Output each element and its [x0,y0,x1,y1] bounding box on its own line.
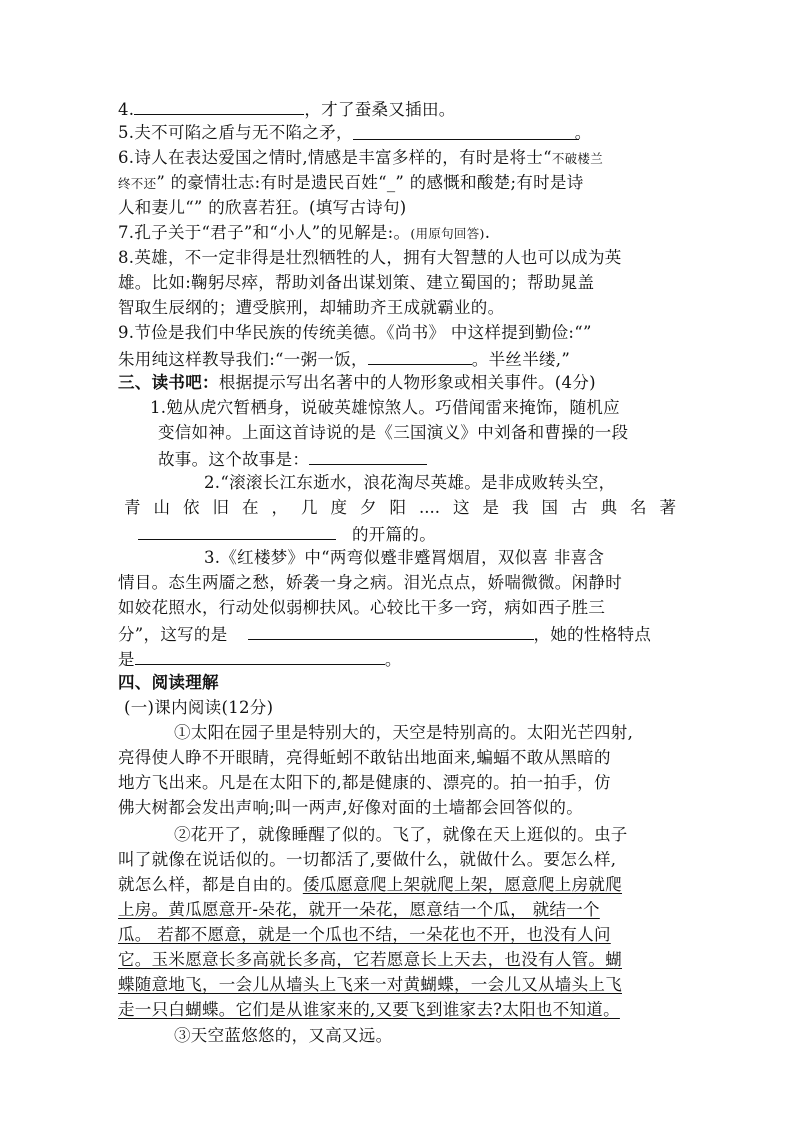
q5-end: 。 [574,123,592,142]
p2-underlined-text-5: 蝶随意地飞，一会儿从墙头上飞来一对黄蝴蝶，一会儿又从墙头上飞 [118,975,622,994]
p1-line-2 [118,746,688,770]
s3-q1-line-1 [150,396,688,420]
q6-text-3: 人和妻儿“” 的欣喜若狂。(填写古诗句) [118,198,407,217]
q5-answer-blank[interactable] [353,121,592,142]
p2-text-1: ②花开了，就像睡醒了似的。飞了，就像在天上逛似的。虫子 [174,825,628,844]
s3-q3-text-1: 3.《红楼梦》中“两弯似蹙非蹙罥烟眉，双似喜 非喜含 [204,548,605,567]
q7-note: (用原句回答) [410,226,485,241]
p1-text-4: 佛大树都会发出声响;叫一两声,好像对面的土墙都会回答似的。 [118,798,584,817]
question-6-line-2 [118,171,688,196]
section-3-header [118,371,688,395]
p2-line-2 [118,848,688,872]
q7-text: 7.孔子关于“君子”和“小人”的见解是:。 [118,223,411,242]
question-7 [118,221,688,246]
question-9-line-1 [118,321,688,345]
q6-poem-fragment: 不破楼兰 [551,151,604,166]
s3-q3-line-1 [204,546,688,570]
p2-text-2: 叫了就像在说话似的。一切都活了,要做什么，就做什么。要怎么样, [118,850,617,869]
s3-q3-line-2 [118,571,688,595]
q9-text-3: 。半丝半缕,” [471,350,571,369]
section-4-subtitle [124,696,694,720]
question-8-line-2 [118,271,688,295]
p1-line-4 [118,796,688,820]
p2-underlined-text-4: 它。玉米愿意长多高就长多高，它若愿意长上天去，也没有人管。蝴 [118,950,622,969]
question-4 [118,96,688,122]
q5-text: 5.夫不可陷之盾与无不陷之矛， [118,123,353,142]
s3-q1-line-2 [158,421,688,445]
question-6-line-1 [118,146,688,171]
question-9-line-2 [118,346,688,372]
p2-line-3 [118,873,688,897]
section-4-subtitle-text: (一)课内阅读(12分) [124,698,274,717]
p1-line-3 [118,771,688,795]
q7-end: . [484,223,491,242]
q4-text: ，才了蚕桑又插田。 [304,100,456,119]
s3-q1-text-1: 1.勉从虎穴暂栖身，说破英雄惊煞人。巧借闻雷来掩饰，随机应 [150,398,620,417]
q4-number: 4. [118,100,135,119]
s3-q1-text-2: 变信如神。上面这首诗说的是《三国演义》中刘备和曹操的一段 [158,423,629,442]
p1-text-2: 亮得使人睁不开眼睛，亮得蚯蚓不敢钻出地面来,蝙蝠不敢从黑暗的 [118,748,611,767]
section-4-title [118,671,688,695]
s3-q3-text-3: 如姣花照水，行动处似弱柳扶风。心较比干多一窍，病如西子胜三 [118,598,606,617]
question-8-line-3 [118,296,688,320]
s3-q3-text-7: 。 [384,650,402,669]
q6-text: 6.诗人在表达爱国之情时,情感是丰富多样的，有时是将士“ [118,148,552,167]
q9-answer-blank[interactable] [368,346,472,365]
s3-q3-text-5: ，她的性格特点 [533,625,652,644]
s3-q1-answer-blank[interactable] [309,446,427,465]
s3-q3-text-2: 情目。态生两靥之愁，娇袭一身之病。泪光点点，娇喘微微。闲静时 [118,573,622,592]
p2-underlined-text-3: 瓜。 若都不愿意，就是一个瓜也不结，一朵花也不开，也没有人问 [118,925,611,944]
p2-line-7 [118,973,688,997]
p3-text-1: ③天空蓝悠悠的，又高又远。 [174,1026,393,1045]
q8-text-1: 8.英雄，不一定非得是壮烈牺牲的人，拥有大智慧的人也可以成为英 [118,248,622,267]
s3-q1-text-3: 故事。这个故事是： [158,450,310,469]
p2-underlined-text-6: 走一只白蝴蝶。它们是从谁家来的,又要飞到谁家去?太阳也不知道。 [118,1000,620,1019]
q6-poem-fragment-2: 终不还 [118,176,157,191]
s3-q3-line-5 [118,646,688,672]
p1-text-3: 地方飞出来。凡是在太阳下的,都是健康的、漂亮的。拍一拍手，仿 [118,773,611,792]
section-3-description: 根据提示写出名著中的人物形象或相关事件。(4分) [218,373,596,392]
s3-q3-text-4: 分”，这写的是 [118,625,228,644]
s3-q3-answer-blank-1[interactable] [248,621,534,640]
s3-q2-text-2: 青山依旧在，几度夕阳....这是我国古典名著 [124,498,676,517]
p2-underlined-text-1: 倭瓜愿意爬上架就爬上架，愿意爬上房就爬 [302,875,623,894]
s3-q2-text-1: 2.“滚滚长江东逝水，浪花淘尽英雄。是非成败转头空， [204,473,616,492]
p1-line-1 [174,721,688,745]
p2-line-5 [118,923,688,947]
p2-line-8 [118,998,688,1022]
q8-text-2: 雄。比如:鞠躬尽瘁，帮助刘备出谋划策、建立蜀国的；帮助晁盖 [118,273,595,292]
p2-line-4 [118,898,688,922]
s3-q2-line-3 [138,521,688,547]
p2-line-6 [118,948,688,972]
section-3-title: 三、读书吧： [118,373,219,392]
q9-text-2: 朱用纯这样教导我们:“一粥一饭， [118,350,368,369]
s3-q3-line-3 [118,596,688,620]
question-8-line-1 [118,246,688,270]
question-5 [118,121,688,145]
q4-answer-blank[interactable] [134,96,304,115]
q8-text-3: 智取生辰纲的；遭受膑刑，却辅助齐王成就霸业的。 [118,298,505,317]
p2-text-3: 就怎么样，都是自由的。 [118,875,303,894]
q6-text-2: ” 的豪情壮志:有时是遗民百姓“_” 的感慨和酸楚;有时是诗 [156,173,584,192]
p2-line-1 [174,823,688,847]
s3-q1-line-3 [158,446,688,472]
p2-underlined-text-2: 上房。黄瓜愿意开-朵花，就开一朵花，愿意结一个瓜， 就结一个 [118,900,600,919]
question-6-line-3 [118,196,688,220]
s3-q2-text-3: 的开篇的。 [352,525,436,544]
q9-text-1: 9.节俭是我们中华民族的传统美德。《尚书》 中这样提到勤俭:“” [118,323,592,342]
s3-q3-text-6: 是 [118,650,135,669]
p1-text-1: ①太阳在园子里是特别大的，天空是特别高的。太阳光芒四射, [174,723,634,742]
s3-q2-line-2 [124,496,676,520]
p3-line-1 [174,1024,688,1048]
s3-q3-answer-blank-2[interactable] [135,646,385,665]
s3-q3-line-4 [118,621,688,647]
section-4-title-text: 四、阅读理解 [118,673,219,692]
s3-q2-line-1 [204,471,688,495]
s3-q2-answer-blank[interactable] [138,521,336,540]
